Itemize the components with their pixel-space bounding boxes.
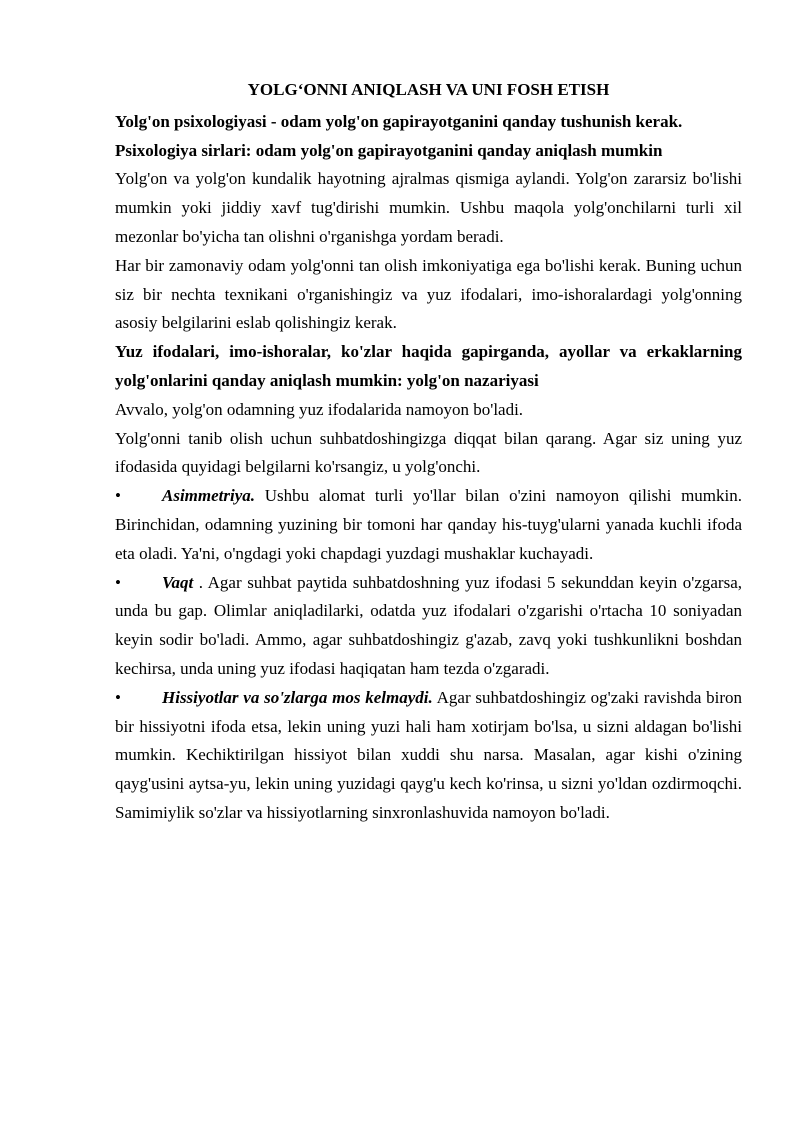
bullet-icon: • <box>115 687 121 707</box>
heading-psychology-of-lies: Yolg'on psixologiyasi - odam yolg'on gapirayotganini qanday tushunish kerak. <box>115 111 683 131</box>
document-page <box>115 76 742 828</box>
paragraph-look-closely: Yolg'onni tanib olish uchun suhbatdoshingizga diqqat bilan qarang. Agar siz uning yuz ifodasida quyidagi belgilarni ko'rsangiz, u yolg'onchi. <box>115 428 742 477</box>
bullet-asymmetry <box>115 482 742 568</box>
bullet-text: Agar suhbatdoshingiz og'zaki ravishda biron bir hissiyotni ifoda etsa, lekin uning yuzi hali ham xotirjam bo'lsa, u sizni aldagan bo'lishi mumkin. Kechiktirilgan hissiyot bilan xuddi shu narsa. Masalan, agar kishi o'zining qayg'usini aytsa-yu, lekin uning yuzidagi qayg'u kech ko'rinsa, u sizni yo'ldan ozdirmoqchi. Samimiylik so'zlar va hissiyotlarning sinxronlashuvida namoyon bo'ladi. <box>115 687 743 822</box>
bullet-icon: • <box>115 486 121 506</box>
bullet-text: Agar suhbat paytida suhbatdoshning yuz ifodasi 5 sekunddan keyin o'zgarsa, unda bu gap. Olimlar aniqladilarki, odatda yuz ifodalari o'zgarishi o'rtacha 10 soniyadan keyin sodir bo'ladi. Ammo, agar suhbatdoshingiz g'azab, zavq yoki tushkunlikni boshdan kechirsa, unda uning yuz ifodasi haqiqatan ham tezda o'zgaradi. <box>115 572 742 678</box>
heading-psychology-secrets: Psixologiya sirlari: odam yolg'on gapirayotganini qanday aniqlash mumkin <box>115 140 663 160</box>
bullet-emotions-mismatch <box>115 684 742 828</box>
bullet-lead: Hissiyotlar va so'zlarga mos kelmaydi. <box>162 687 433 707</box>
bullet-text: Ushbu alomat turli yo'llar bilan o'zini namoyon qilishi mumkin. Birinchidan, odamning yuzining bir tomoni har qanday his-tuyg'ularni yanada kuchli ifoda eta oladi. Ya'ni, o'ngdagi yoki chapdagi yuzdagi mushaklar kuchayadi. <box>115 486 742 563</box>
bullet-separator: . <box>193 572 208 592</box>
heading-facial-expressions: Yuz ifodalari, imo-ishoralar, ko'zlar haqida gapirganda, ayollar va erkaklarning yolg'onlarini qanday aniqlash mumkin: yolg'on nazariyasi <box>115 342 742 390</box>
bullet-separator: . <box>250 486 265 506</box>
bullet-lead: Vaqt <box>162 572 194 592</box>
bullet-time <box>115 569 742 684</box>
paragraph-recognition: Har bir zamonaviy odam yolg'onni tan olish imkoniyatiga ega bo'lishi kerak. Buning uchun siz bir nechta texnikani o'rganishingiz va yuz ifodalari, imo-ishoralardagi yolg'onning asosiy belgilarini eslab qolishingiz kerak. <box>115 255 742 333</box>
bullet-icon: • <box>115 572 121 592</box>
document-title: YOLG‘ONNI ANIQLASH VA UNI FOSH ETISH <box>247 80 610 99</box>
bullet-lead: Asimmetriya <box>162 486 251 506</box>
paragraph-first: Avvalo, yolg'on odamning yuz ifodalarida namoyon bo'ladi. <box>115 399 524 419</box>
paragraph-intro: Yolg'on va yolg'on kundalik hayotning ajralmas qismiga aylandi. Yolg'on zararsiz bo'lishi mumkin yoki jiddiy xavf tug'dirishi mumkin. Ushbu maqola yolg'onchilarni turli xil mezonlar bo'yicha tan olishni o'rganishga yordam beradi. <box>115 169 742 246</box>
